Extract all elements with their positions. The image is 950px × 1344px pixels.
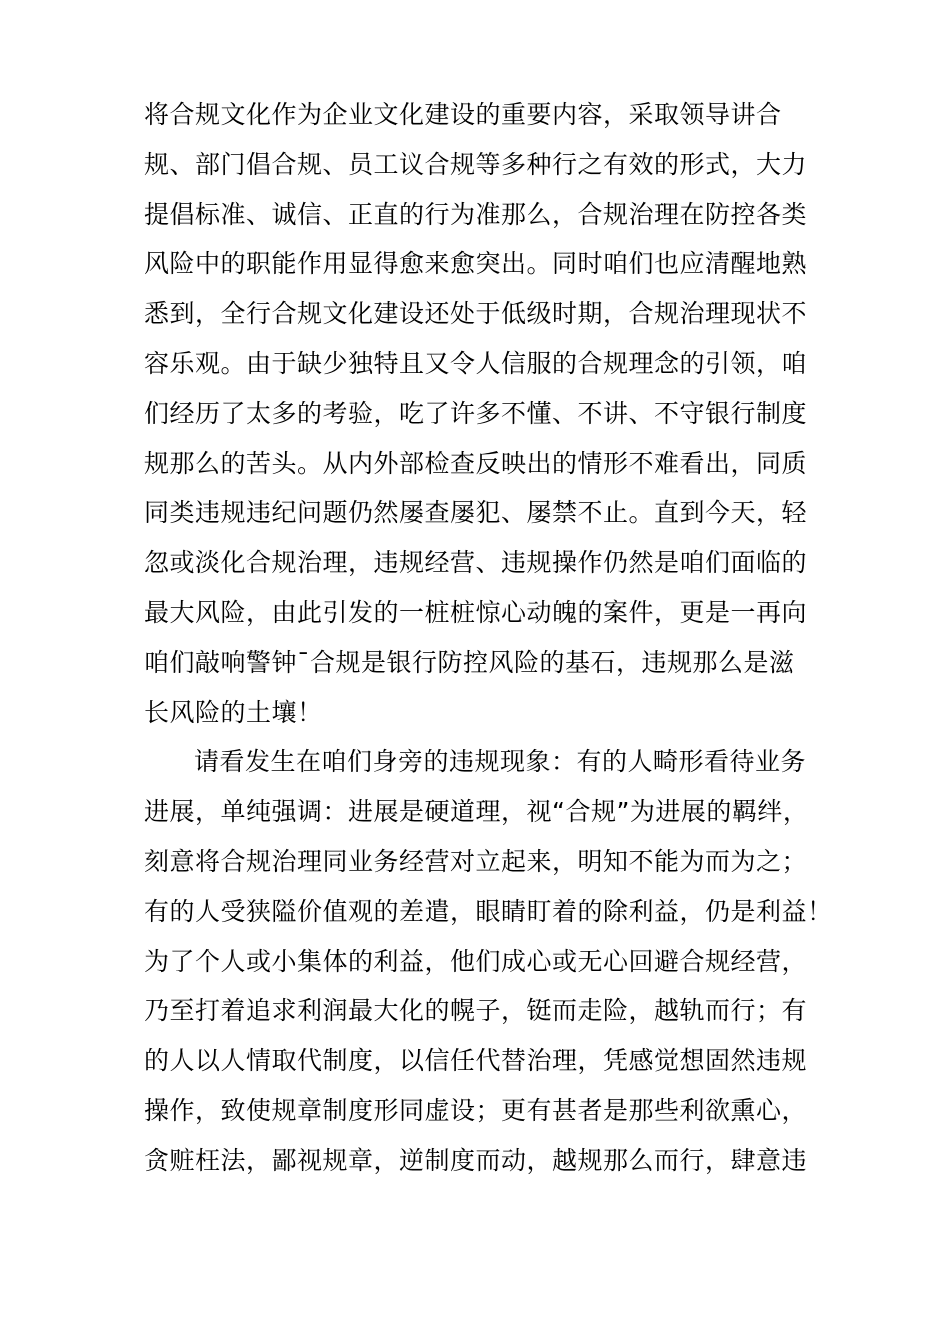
text-line: 乃至打着追求利润最大化的幌子，铤而走险，越轨而行；有	[144, 996, 808, 1026]
text-line: 将合规文化作为企业文化建设的重要内容，采取领导讲合	[144, 100, 782, 129]
text-line: 刻意将合规治理同业务经营对立起来，明知不能为而为之；	[144, 846, 808, 876]
text-line: 忽或淡化合规治理，违规经营、违规操作仍然是咱们面临的	[144, 548, 808, 578]
text-line: 提倡标准、诚信、正直的行为准那么，合规治理在防控各类	[144, 199, 808, 229]
text-line: 规那么的苦头。从内外部检查反映出的情形不难看出，同质	[144, 448, 808, 478]
text-line: 进展，单纯强调：进展是硬道理，视“合规”为进展的羁绊，	[144, 797, 809, 827]
text-line: 最大风险，由此引发的一桩桩惊心动魄的案件，更是一再向	[144, 597, 808, 627]
text-line: 风险中的职能作用显得愈来愈突出。同时咱们也应清醒地熟	[144, 249, 808, 279]
text-line: 规、部门倡合规、员工议合规等多种行之有效的形式，大力	[144, 149, 808, 179]
text-line: 咱们敲响警钟¯合规是银行防控风险的基石，违规那么是滋	[144, 647, 795, 677]
text-line: 的人以人情取代制度，以信任代替治理，凭感觉想固然违规	[144, 1046, 808, 1076]
text-line: 有的人受狭隘价值观的差遣，眼睛盯着的除利益，仍是利益！	[144, 896, 833, 926]
text-line: 容乐观。由于缺少独特且又令人信服的合规理念的引领，咱	[144, 348, 808, 378]
text-line: 为了个人或小集体的利益，他们成心或无心回避合规经营，	[144, 946, 808, 976]
text-line: 们经历了太多的考验，吃了许多不懂、不讲、不守银行制度	[144, 398, 808, 428]
text-line: 悉到，全行合规文化建设还处于低级时期，合规治理现状不	[144, 299, 808, 329]
text-line: 操作，致使规章制度形同虚设；更有甚者是那些利欲熏心，	[144, 1095, 808, 1125]
text-line: 贪赃枉法，鄙视规章，逆制度而动，越规那么而行，肆意违	[144, 1145, 808, 1175]
body-text	[144, 90, 834, 1186]
paragraph-start-line: 请看发生在咱们身旁的违规现象：有的人畸形看待业务	[194, 747, 807, 777]
text-line: 同类违规违纪问题仍然屡查屡犯、屡禁不止。直到今天，轻	[144, 498, 808, 528]
text-line: 长风险的土壤！	[144, 697, 323, 727]
